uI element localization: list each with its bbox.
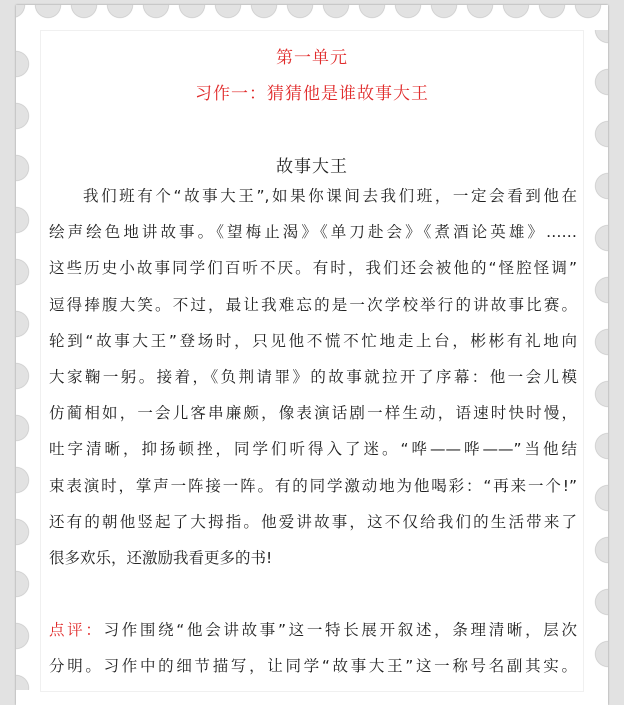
lesson-title: 习作一：猜猜他是谁故事大王 — [195, 84, 429, 104]
essay-line: 轮到“故事大王”登场时，只见他不慌不忙地走上台，彬彬有礼地向 — [49, 331, 577, 350]
document-page — [40, 30, 584, 692]
essay-line: 束表演时，掌声一阵接一阵。有的同学激动地为他喝彩：“再来一个!” — [49, 476, 577, 495]
essay-line: 这些历史小故事同学们百听不厌。有时，我们还会被他的“怪腔怪调” — [49, 259, 577, 278]
essay-body — [49, 178, 577, 685]
essay-line: 逗得捧腹大笑。不过，最让我难忘的是一次学校举行的讲故事比赛。 — [49, 295, 577, 314]
essay-line: 大家鞠一躬。接着，《负荆请罪》的故事就拉开了序幕：他一会儿模 — [49, 367, 577, 386]
essay-line: 仿蔺相如，一会儿客串廉颇，像表演话剧一样生动，语速时快时慢， — [49, 404, 577, 423]
paragraph-gap — [49, 576, 577, 612]
comment-text: 习作围绕“他会讲故事”这一特长展开叙述，条理清晰，层次 — [103, 621, 577, 640]
comment-line — [49, 612, 577, 648]
essay-title: 故事大王 — [276, 157, 348, 177]
essay-line: 我们班有个“故事大王”,如果你课间去我们班，一定会看到他在 — [83, 187, 577, 205]
stamp-perforation-right — [594, 30, 608, 690]
stamp-perforation-left — [16, 30, 30, 690]
essay-line: 吐字清晰，抑扬顿挫，同学们听得入了迷。“哗——哗——”当他结 — [49, 440, 577, 459]
comment-line: 分明。习作中的细节描写，让同学“故事大王”这一称号名副其实。 — [49, 657, 577, 676]
essay-line: 很多欢乐，还激励我看更多的书! — [49, 548, 273, 567]
unit-title: 第一单元 — [276, 48, 348, 68]
stamp-perforation-top — [16, 5, 608, 19]
essay-line: 还有的朝他竖起了大拇指。他爱讲故事，这不仅给我们的生活带来了 — [49, 512, 577, 531]
essay-line: 绘声绘色地讲故事。《望梅止渴》《单刀赴会》《煮酒论英雄》…… — [49, 223, 577, 242]
comment-label: 点评： — [49, 621, 104, 640]
